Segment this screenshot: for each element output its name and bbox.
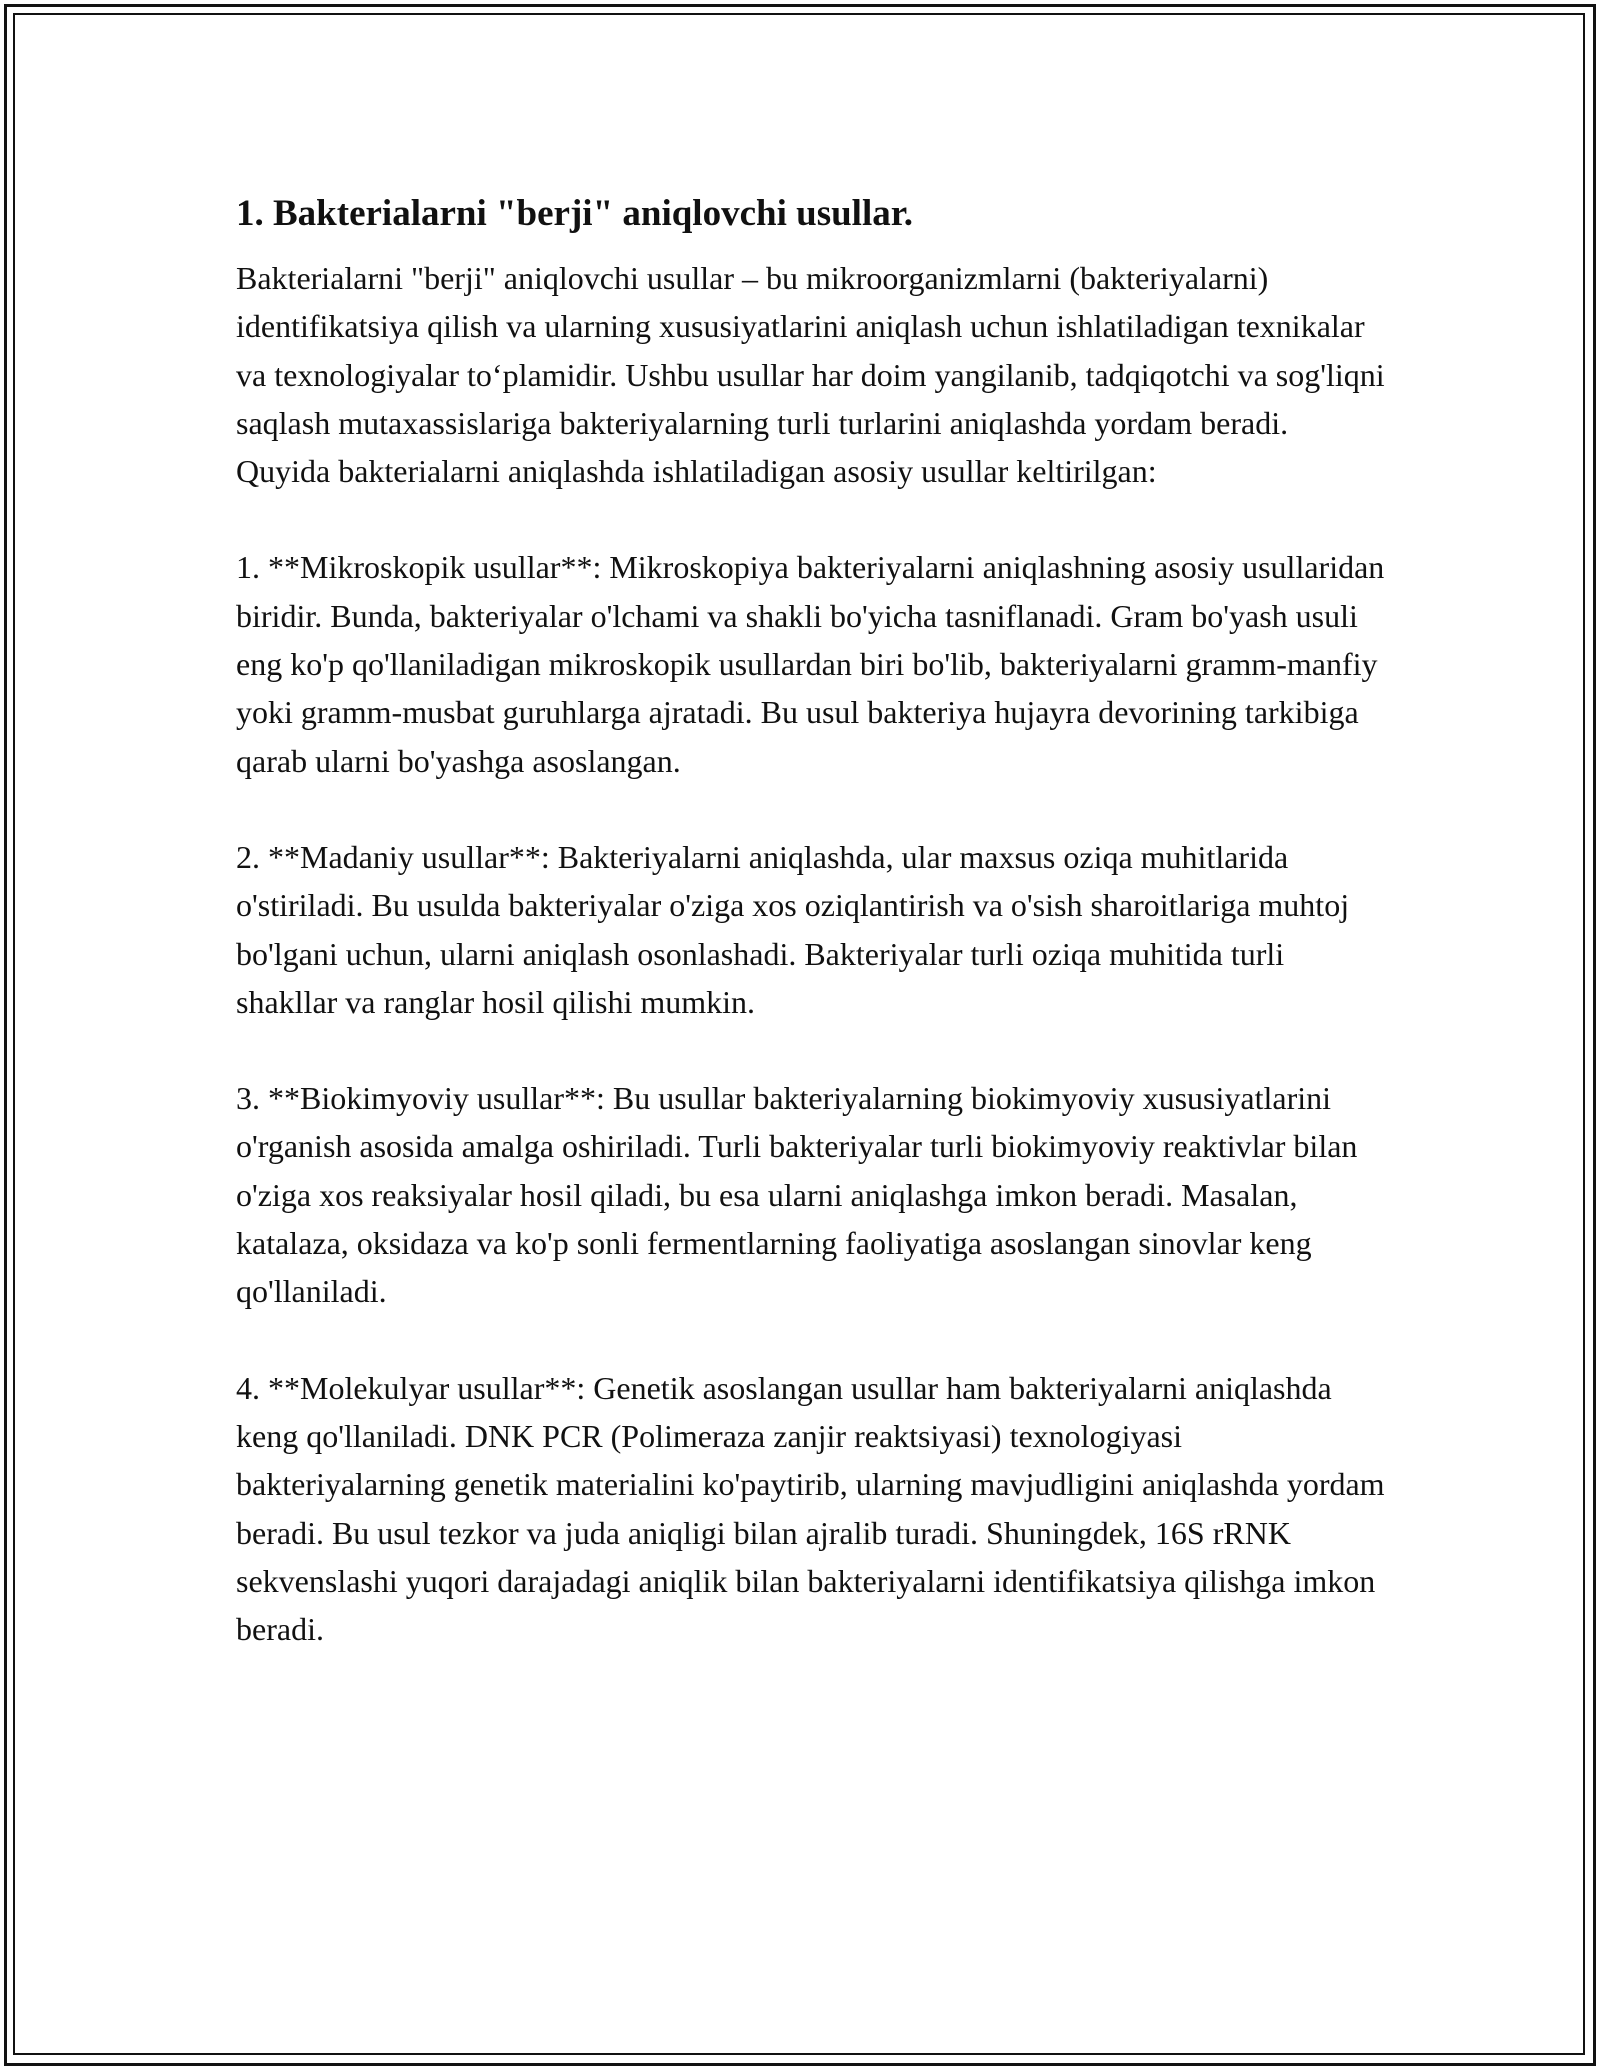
intro-paragraph: Bakterialarni "berji" aniqlovchi usullar – bu mikroorganizmlarni (bakteriyalarni) identifikatsiya qilish va ularning xususiyatlarini aniqlash uchun ishlatiladigan texnikalar va texnologiyalar to‘plamidir. Ushbu usullar har doim yangilanib, tadqiqotchi va sog'liqni saqlash mutaxassislariga bakteriyalarning turli turlarini aniqlashda yordam beradi. Quyida bakterialarni aniqlashda ishlatiladigan asosiy usullar keltirilgan: (236, 260, 1385, 490)
document-title: 1. Bakterialarni "berji" aniqlovchi usullar. (236, 193, 914, 234)
paragraph-biochemical-methods: 3. **Biokimyoviy usullar**: Bu usullar bakteriyalarning biokimyoviy xususiyatlarini o'rganish asosida amalga oshiriladi. Turli bakteriyalar turli biokimyoviy reaktivlar bilan o'ziga xos reaksiyalar hosil qiladi, bu esa ularni aniqlashga imkon beradi. Masalan, katalaza, oksidaza va ko'p sonli fermentlarning faoliyatiga asoslangan sinovlar keng qo'llaniladi. (236, 1080, 1358, 1310)
paragraph-microscopic-methods: 1. **Mikroskopik usullar**: Mikroskopiya bakteriyalarni aniqlashning asosiy usullaridan biridir. Bunda, bakteriyalar o'lchami va shakli bo'yicha tasniflanadi. Gram bo'yash usuli eng ko'p qo'llaniladigan mikroskopik usullardan biri bo'lib, bakteriyalarni gramm-manfiy yoki gramm-musbat guruhlarga ajratadi. Bu usul bakteriya hujayra devorining tarkibiga qarab ularni bo'yashga asoslangan. (236, 549, 1385, 779)
document-body (236, 186, 1386, 1701)
paragraph-culture-methods: 2. **Madaniy usullar**: Bakteriyalarni aniqlashda, ular maxsus oziqa muhitlarida o'stiriladi. Bu usulda bakteriyalar o'ziga xos oziqlantirish va o'sish sharoitlariga muhtoj bo'lgani uchun, ularni aniqlash osonlashadi. Bakteriyalar turli oziqa muhitida turli shakllar va ranglar hosil qilishi mumkin. (236, 838, 1350, 1020)
paragraph-molecular-methods: 4. **Molekulyar usullar**: Genetik asoslangan usullar ham bakteriyalarni aniqlashda keng qo'llaniladi. DNK PCR (Polimeraza zanjir reaktsiyasi) texnologiyasi bakteriyalarning genetik materialini ko'paytirib, ularning mavjudligini aniqlashda yordam beradi. Bu usul tezkor va juda aniqligi bilan ajralib turadi. Shuningdek, 16S rRNK sekvenslashi yuqori darajadagi aniqlik bilan bakteriyalarni identifikatsiya qilishga imkon beradi. (236, 1369, 1385, 1648)
